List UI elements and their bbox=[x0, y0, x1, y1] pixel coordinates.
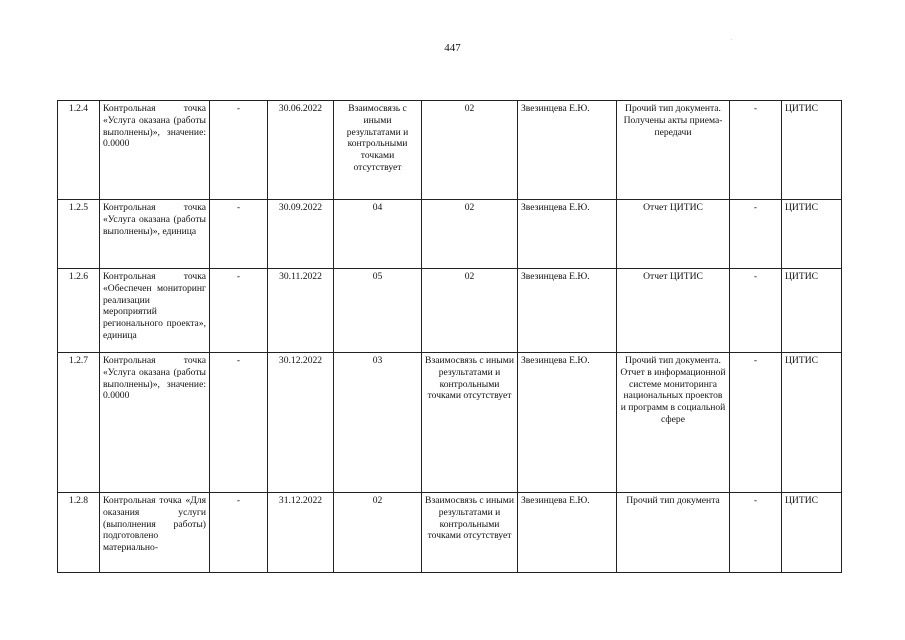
table-row bbox=[58, 493, 842, 573]
control-points-table bbox=[57, 100, 842, 573]
start-value: - bbox=[210, 200, 268, 269]
row-number: 1.2.8 bbox=[58, 493, 100, 573]
page-number: 447 bbox=[444, 42, 461, 54]
info-system: ЦИТИС bbox=[782, 493, 842, 573]
predecessor: 03 bbox=[334, 353, 422, 493]
start-value: - bbox=[210, 493, 268, 573]
corner-mark: . bbox=[731, 36, 733, 42]
deadline-date: 30.09.2022 bbox=[268, 200, 334, 269]
level-value: - bbox=[730, 353, 782, 493]
successor: 02 bbox=[422, 200, 518, 269]
successor: 02 bbox=[422, 101, 518, 200]
responsible: Звезинцева Е.Ю. bbox=[518, 269, 617, 353]
table-row bbox=[58, 101, 842, 200]
document-type: Прочий тип документа. Получены акты приема-передачи bbox=[617, 101, 730, 200]
start-value: - bbox=[210, 353, 268, 493]
control-point-name: Контрольная точка «Услуга оказана (работы выполнены)», значение: 0.0000 bbox=[100, 101, 210, 200]
info-system: ЦИТИС bbox=[782, 200, 842, 269]
row-number: 1.2.4 bbox=[58, 101, 100, 200]
document-type: Отчет ЦИТИС bbox=[617, 269, 730, 353]
deadline-date: 30.12.2022 bbox=[268, 353, 334, 493]
predecessor: Взаимосвязь с иными результатами и контрольными точками отсутствует bbox=[334, 101, 422, 200]
successor: Взаимосвязь с иными результатами и контрольными точками отсутствует bbox=[422, 353, 518, 493]
predecessor: 02 bbox=[334, 493, 422, 573]
successor: Взаимосвязь с иными результатами и контрольными точками отсутствует bbox=[422, 493, 518, 573]
info-system: ЦИТИС bbox=[782, 353, 842, 493]
row-number: 1.2.7 bbox=[58, 353, 100, 493]
table-row bbox=[58, 269, 842, 353]
control-point-name: Контрольная точка «Услуга оказана (работы выполнены)», единица bbox=[100, 200, 210, 269]
responsible: Звезинцева Е.Ю. bbox=[518, 101, 617, 200]
start-value: - bbox=[210, 101, 268, 200]
row-number: 1.2.6 bbox=[58, 269, 100, 353]
document-type: Прочий тип документа. Отчет в информационной системе мониторинга национальных проектов и программ в социальной сфере bbox=[617, 353, 730, 493]
predecessor: 04 bbox=[334, 200, 422, 269]
document-type: Отчет ЦИТИС bbox=[617, 200, 730, 269]
info-system: ЦИТИС bbox=[782, 101, 842, 200]
level-value: - bbox=[730, 101, 782, 200]
deadline-date: 30.06.2022 bbox=[268, 101, 334, 200]
successor: 02 bbox=[422, 269, 518, 353]
deadline-date: 31.12.2022 bbox=[268, 493, 334, 573]
row-number: 1.2.5 bbox=[58, 200, 100, 269]
info-system: ЦИТИС bbox=[782, 269, 842, 353]
control-point-name: Контрольная точка «Услуга оказана (работы выполнены)», значение: 0.0000 bbox=[100, 353, 210, 493]
responsible: Звезинцева Е.Ю. bbox=[518, 353, 617, 493]
control-point-name: Контрольная точка «Для оказания услуги (выполнения работы) подготовлено материально- bbox=[100, 493, 210, 573]
table-row bbox=[58, 353, 842, 493]
level-value: - bbox=[730, 200, 782, 269]
control-point-name: Контрольная точка «Обеспечен мониторинг реализации мероприятий регионального проекта», единица bbox=[100, 269, 210, 353]
responsible: Звезинцева Е.Ю. bbox=[518, 493, 617, 573]
document-type: Прочий тип документа bbox=[617, 493, 730, 573]
responsible: Звезинцева Е.Ю. bbox=[518, 200, 617, 269]
predecessor: 05 bbox=[334, 269, 422, 353]
deadline-date: 30.11.2022 bbox=[268, 269, 334, 353]
level-value: - bbox=[730, 493, 782, 573]
start-value: - bbox=[210, 269, 268, 353]
level-value: - bbox=[730, 269, 782, 353]
table-row bbox=[58, 200, 842, 269]
